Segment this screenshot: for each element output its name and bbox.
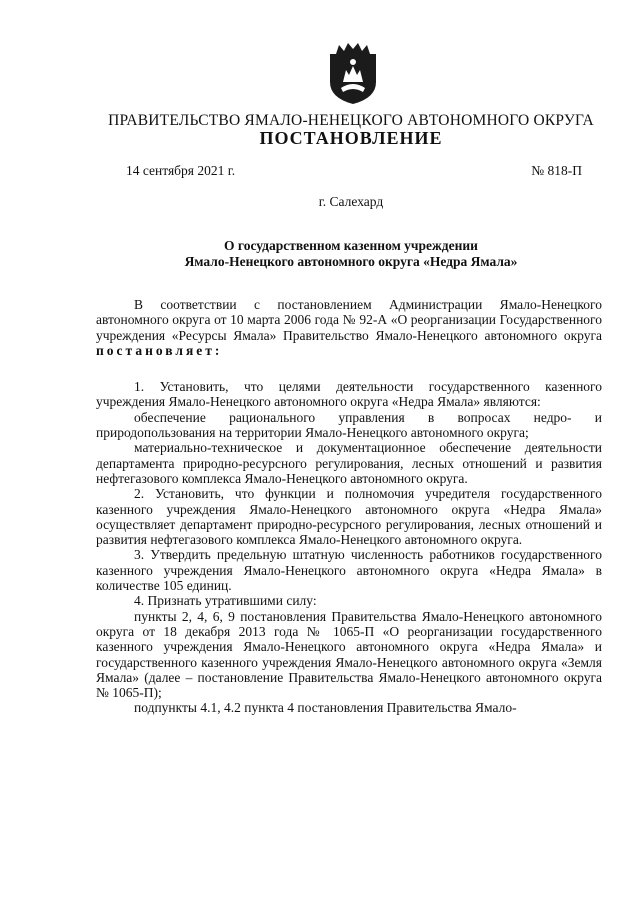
- title-line-2: Ямало-Ненецкого автономного округа «Недра Ямала»: [184, 254, 518, 269]
- paragraph-1-item-a: обеспечение рационального управления в вопросах недро- и природопользования на территории Ямало-Ненецкого автономного округа;: [96, 409, 602, 441]
- preamble-text: В соответствии с постановлением Администрации Ямало-Ненецкого автономного округа от 10 марта 2006 года № 92-А «О реорганизации Государственного учреждения «Ресурсы Ямала» Правительство Ямало-Ненецкого автономного округа: [96, 297, 602, 343]
- yanao-coat-of-arms-icon: [327, 42, 379, 106]
- paragraph-4-item-a: пункты 2, 4, 6, 9 постановления Правительства Ямало-Ненецкого автономного округа от 18 декабря 2013 года № 1065-П «О реорганизации государственного казенного учреждения Ямало-Ненецкого автономного округа «Недра Ямала» и государственного казенного учреждения Ямало-Ненецкого автономного округа «Земля Ямала» (далее – постановление Правительства Ямало-Ненецкого автономного округа № 1065-П);: [96, 608, 602, 701]
- government-name: ПРАВИТЕЛЬСТВО ЯМАЛО-НЕНЕЦКОГО АВТОНОМНОГО ОКРУГА: [108, 112, 594, 129]
- document-number: № 818-П: [531, 163, 582, 178]
- paragraph-3: 3. Утвердить предельную штатную численность работников государственного казенного учреждения Ямало-Ненецкого автономного округа «Недра Ямала» в количестве 105 единиц.: [96, 547, 602, 594]
- document-body: [96, 297, 602, 716]
- paragraph-4: 4. Признать утратившими силу:: [134, 593, 317, 609]
- paragraph-4-item-b: подпункты 4.1, 4.2 пункта 4 постановления Правительства Ямало-: [134, 700, 517, 716]
- document-type: ПОСТАНОВЛЕНИЕ: [259, 128, 443, 148]
- document-city: г. Салехард: [318, 194, 384, 209]
- preamble-emphasis: постановляет:: [96, 342, 223, 358]
- paragraph-1: 1. Установить, что целями деятельности государственного казенного учреждения Ямало-Ненецкого автономного округа «Недра Ямала» являются:: [96, 379, 602, 410]
- document-date: 14 сентября 2021 г.: [126, 163, 236, 178]
- document-title: [96, 238, 606, 270]
- title-line-1: О государственном казенном учреждении: [224, 238, 478, 253]
- paragraph-1-item-b: материально-техническое и документационное обеспечение деятельности департамента природно-ресурсного регулирования, лесных отношений и развития нефтегазового комплекса Ямало-Ненецкого автономного округа.: [96, 440, 602, 486]
- preamble: [96, 297, 602, 358]
- paragraph-2: 2. Установить, что функции и полномочия учредителя государственного казенного учреждения Ямало-Ненецкого автономного округа «Недра Ямала» осуществляет департамент природно-ресурсного регулирования, лесных отношений и развития нефтегазового комплекса Ямало-Ненецкого автономного округа.: [96, 486, 602, 548]
